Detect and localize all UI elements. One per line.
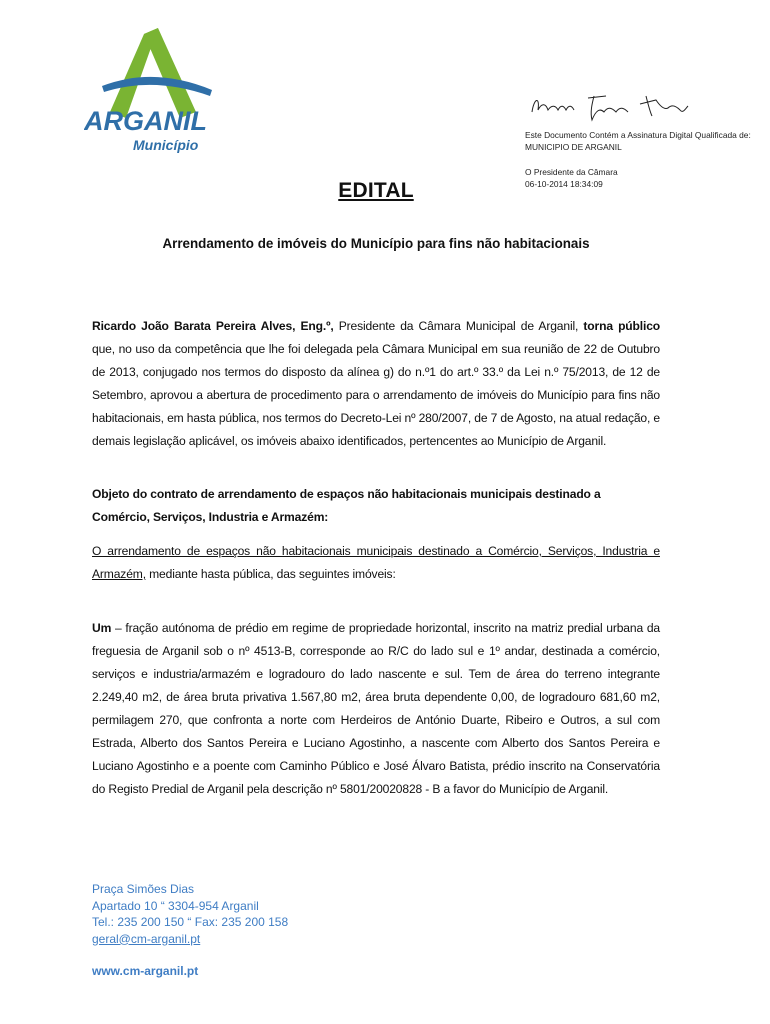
document-title: EDITAL — [338, 179, 414, 202]
object-rest: mediante hasta pública, das seguintes imóveis: — [145, 567, 396, 581]
footer-address-2: Apartado 10 “ 3304-954 Arganil — [92, 898, 259, 913]
footer-contact — [92, 881, 392, 980]
arganil-logo — [84, 26, 244, 160]
footer-phone: Tel.: 235 200 150 “ Fax: 235 200 158 — [92, 915, 289, 929]
intro-paragraph — [92, 315, 660, 453]
intro-bold: torna público — [583, 319, 661, 333]
intro-text-a: Presidente da Câmara Municipal de Arganil, — [333, 319, 584, 333]
property-text: – fração autónoma de prédio em regime de propriedade horizontal, inscrito na matriz predial urbana da freguesia de Arganil sob o nº 4513-B, corresponde ao R/C do lado sul e 1º andar, destinada a comércio, serviços e industria/armazém e logradouro do lado nascente e sul. Tem de área do terreno integrante 2.249,40 m2, de área bruta privativa 1.567,80 m2, área bruta dependente 0,00, de logradouro 681,60 m2, permilagem 270, que confronta a norte com Herdeiros de António Duarte, Ribeiro e Outros, a sul com Estrada, Alberto dos Santos Pereira e Luciano Agostinho, a nascente com Alberto dos Santos Pereira e Luciano Agostinho e a poente com Caminho Público e José Álvaro Batista, prédio inscrito na Conservatória do Registo Predial de Arganil pela descrição nº 5801/20020828 - B a favor do Município de Arganil. — [92, 621, 660, 796]
logo-subname: Município — [133, 137, 199, 153]
footer-email-link[interactable]: geral@cm-arganil.pt — [92, 931, 201, 946]
handwritten-signature — [528, 90, 693, 124]
signature-line-2: MUNICIPIO DE ARGANIL — [525, 142, 622, 152]
president-name: Ricardo João Barata Pereira Alves, Eng.º, — [92, 319, 334, 333]
object-paragraph — [92, 540, 660, 586]
arganil-logo-mark — [84, 26, 244, 160]
property-paragraph — [92, 617, 660, 801]
object-heading: Objeto do contrato de arrendamento de espaços não habitacionais municipais destinado a Comércio, Serviços, Industria e Armazém: — [92, 487, 601, 524]
footer-website-link[interactable]: www.cm-arganil.pt — [92, 964, 199, 978]
signature-line-1: Este Documento Contém a Assinatura Digital Qualificada de: — [525, 130, 751, 140]
logo-name: ARGANIL — [84, 106, 207, 136]
footer-address-1: Praça Simões Dias — [92, 882, 195, 896]
document-subtitle: Arrendamento de imóveis do Município para fins não habitacionais — [162, 236, 590, 251]
property-lead: Um — [92, 621, 112, 635]
object-underlined: O arrendamento de espaços não habitacionais municipais destinado a Comércio, Serviços, Industria e Armazém, — [92, 544, 660, 581]
intro-text-c: que, no uso da competência que lhe foi delegada pela Câmara Municipal em sua reunião de 22 de Outubro de 2013, conjugado nos termos do disposto da alínea g) do n.º1 do art.º 33.º da Lei n.º 75/2013, de 12 de Setembro, aprovou a abertura de procedimento para o arrendamento de imóveis do Município para fins não habitacionais, em hasta pública, nos termos do Decreto-Lei nº 280/2007, de 7 de Agosto, na atual redação, e demais legislação aplicável, os imóveis abaixo identificados, pertencentes ao Município de Arganil. — [92, 342, 660, 448]
signature-line-3: O Presidente da Câmara — [525, 167, 618, 177]
signature-line-4: 06-10-2014 18:34:09 — [525, 179, 603, 189]
